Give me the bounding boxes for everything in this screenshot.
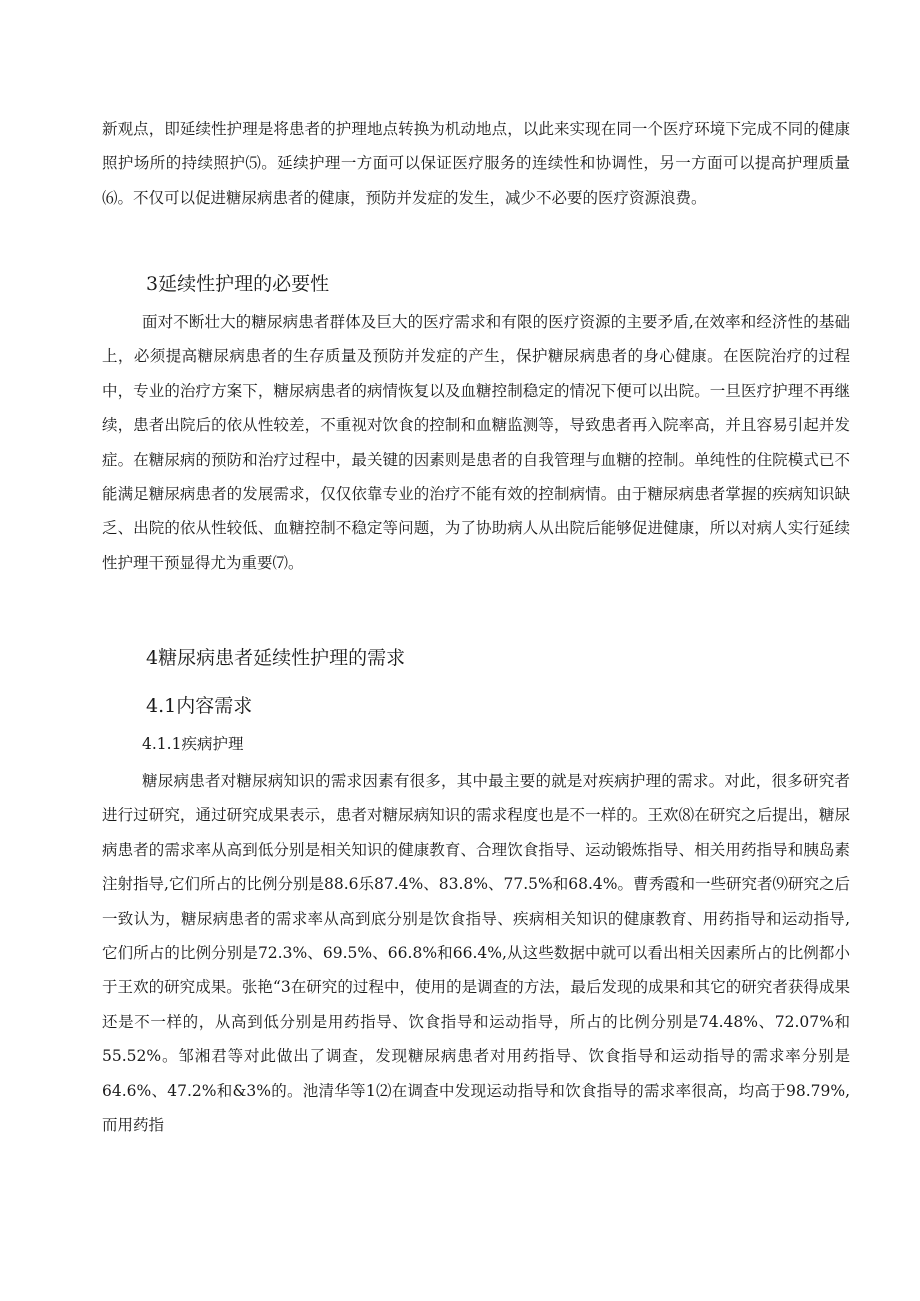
- heading-section-4-1: 4.1内容需求: [146, 695, 253, 717]
- paragraph-necessity: 面对不断壮大的糖尿病患者群体及巨大的医疗需求和有限的医疗资源的主要矛盾,在效率和经济性的基础上，必须提高糖尿病患者的生存质量及预防并发症的产生，保护糖尿病患者的身心健康。在医院治疗的过程中，专业的治疗方案下，糖尿病患者的病情恢复以及血糖控制稳定的情况下便可以出院。一旦医疗护理不再继续，患者出院后的依从性较差，不重视对饮食的控制和血糖监测等，导致患者再入院率高，并且容易引起并发症。在糖尿病的预防和治疗过程中，最关键的因素则是患者的自我管理与血糖的控制。单纯性的住院模式已不能满足糖尿病患者的发展需求，仅仅依靠专业的治疗不能有效的控制病情。由于糖尿病患者掌握的疾病知识缺乏、出院的依从性较低、血糖控制不稳定等问题，为了协助病人从出院后能够促进健康，所以对病人实行延续性护理干预显得尤为重要⑺。: [102, 313, 850, 572]
- heading-section-4: 4糖尿病患者延续性护理的需求: [146, 647, 406, 669]
- heading-section-3: 3延续性护理的必要性: [146, 273, 330, 295]
- paragraph-disease-care-needs: 糖尿病患者对糖尿病知识的需求因素有很多，其中最主要的就是对疾病护理的需求。对此，很多研究者进行过研究，通过研究成果表示，患者对糖尿病知识的需求程度也是不一样的。王欢⑻在研究之后提出，糖尿病患者的需求率从高到低分别是相关知识的健康教育、合理饮食指导、运动锻炼指导、相关用药指导和胰岛素注射指导,它们所占的比例分别是88.6乐87.4%、83.8%、77.5%和68.4%。曹秀霞和一些研究者⑼研究之后一致认为，糖尿病患者的需求率从高到底分别是饮食指导、疾病相关知识的健康教育、用药指导和运动指导,它们所占的比例分别是72.3%、69.5%、66.8%和66.4%,从这些数据中就可以看出相关因素所占的比例都小于王欢的研究成果。张艳“3在研究的过程中，使用的是调查的方法，最后发现的成果和其它的研究者获得成果还是不一样的，从高到低分别是用药指导、饮食指导和运动指导，所占的比例分别是74.48%、72.07%和55.52%。邹湘君等对此做出了调查，发现糖尿病患者对用药指导、饮食指导和运动指导的需求率分别是64.6%、47.2%和&3%的。池清华等1⑵在调查中发现运动指导和饮食指导的需求率很高，均高于98.79%,而用药指: [102, 772, 850, 1135]
- paragraph-continuity-definition: 新观点，即延续性护理是将患者的护理地点转换为机动地点，以此来实现在同一个医疗环境下完成不同的健康照护场所的持续照护⑸。延续护理一方面可以保证医疗服务的连续性和协调性，另一方面可以提高护理质量⑹。不仅可以促进糖尿病患者的健康，预防并发症的发生，减少不必要的医疗资源浪费。: [102, 120, 850, 207]
- heading-section-4-1-1: 4.1.1疾病护理: [142, 735, 244, 753]
